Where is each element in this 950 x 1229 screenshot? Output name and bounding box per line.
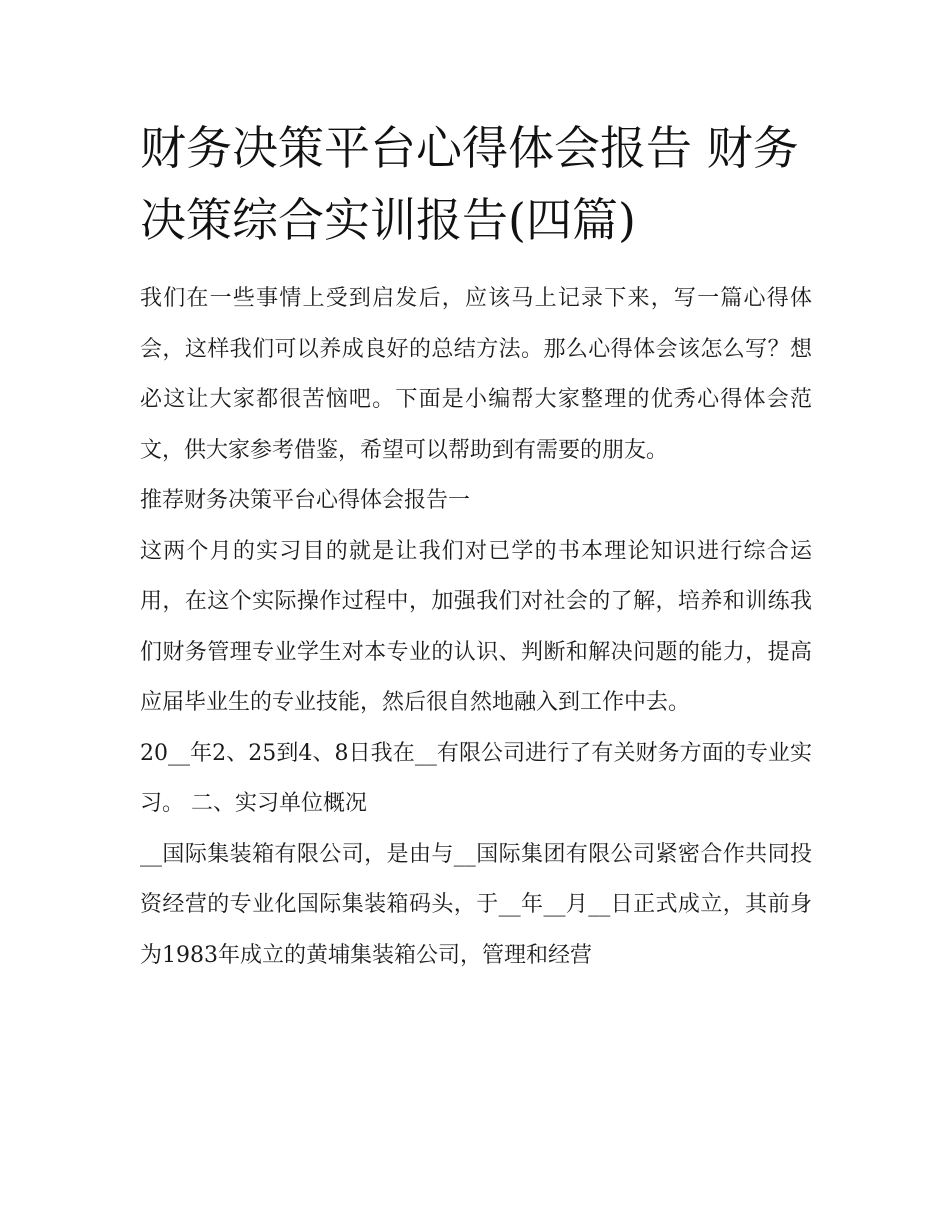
- document-title: 财务决策平台心得体会报告 财务决策综合实训报告(四篇): [140, 121, 799, 247]
- internship-period-paragraph: 20__年2、25到4、8日我在__有限公司进行了有关财务方面的专业实习。 二、实习单位概况: [140, 740, 812, 816]
- intro-paragraph: 我们在一些事情上受到启发后，应该马上记录下来，写一篇心得体会，这样我们可以养成良好的总结方法。那么心得体会该怎么写？想必这让大家都很苦恼吧。下面是小编帮大家整理的优秀心得体会范文，供大家参考借鉴，希望可以帮助到有需要的朋友。: [140, 286, 812, 463]
- document-page: [140, 112, 812, 981]
- company-overview-paragraph: __国际集装箱有限公司，是由与__国际集团有限公司紧密合作共同投资经营的专业化国际集装箱码头，于__年__月__日正式成立，其前身为1983年成立的黄埔集装箱公司，管理和经营: [140, 841, 812, 968]
- section-heading: 推荐财务决策平台心得体会报告一: [140, 488, 471, 513]
- internship-purpose-paragraph: 这两个月的实习目的就是让我们对已学的书本理论知识进行综合运用，在这个实际操作过程中，加强我们对社会的了解，培养和训练我们财务管理专业学生对本专业的认识、判断和解决问题的能力，提高应届毕业生的专业技能，然后很自然地融入到工作中去。: [140, 538, 812, 715]
